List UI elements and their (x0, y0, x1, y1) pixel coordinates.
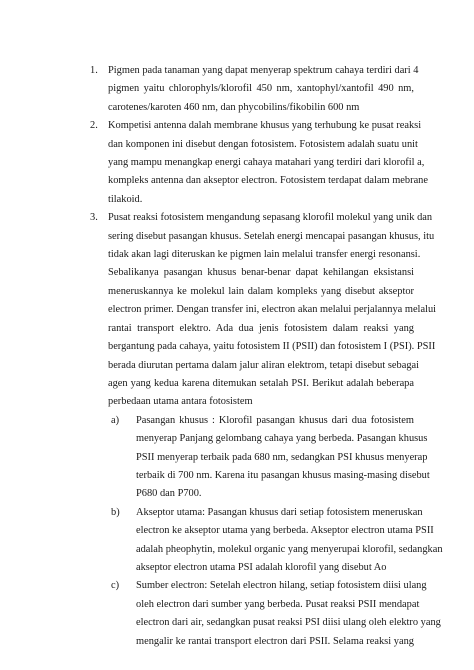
text-line: bergantung pada cahaya, yaitu fotosistem II (PSII) dan fotosistem I (PSI). PSII (108, 341, 436, 353)
text-line: dan komponen ini disebut dengan fotosistem. Fotosistem adalah suatu unit (108, 138, 418, 150)
list-marker: 3. (90, 212, 98, 224)
text-line: kompleks antenna dan akseptor electron. Fotosistem terdapat dalam mebrane (108, 175, 428, 187)
text-line: agen yang kedua karena ditemukan setalah PSI. Berikut adalah beberapa (108, 377, 414, 389)
text-line: electron dari air, sedangkan pusat reaksi PSI diisi ulang oleh elektro yang (136, 617, 441, 629)
text-line: electron primer. Dengan transfer ini, electron akan melalui perjalannya melalui (108, 304, 437, 316)
text-line: Akseptor utama: Pasangan khusus dari setiap fotosistem meneruskan (136, 506, 423, 518)
list-item-1 (84, 62, 419, 117)
sub-marker: b) (111, 506, 120, 518)
text-line: menyerap Panjang gelombang cahaya yang berbeda. Pasangan khusus (136, 433, 428, 445)
text-line: carotenes/karoten 460 nm, dan phycobilins/fikobilin 600 nm (108, 101, 360, 113)
text-line: sering disebut pasangan khusus. Setelah energi mencapai pasangan khusus, itu (108, 230, 435, 242)
text-line: oleh electron dari sumber yang berbeda. Pusat reaksi PSII mendapat (136, 598, 420, 610)
text-line: yang mampu menangkap energi cahaya matahari yang terdiri dari klorofil a, (108, 157, 425, 169)
text-line: Pasangan khusus : Klorofil pasangan khusus dari dua fotosistem (136, 414, 414, 426)
sub-item-b (108, 504, 443, 578)
sub-item-c (108, 577, 441, 651)
list-marker: 2. (90, 120, 98, 132)
list-marker: 1. (90, 65, 98, 76)
text-line: meneruskannya ke molekul lain dalam kompleks yang disebut akseptor (108, 285, 414, 297)
list-item-2 (84, 117, 428, 209)
sub-marker: c) (111, 580, 120, 592)
text-line: terbaik di 700 nm. Karena itu pasangan khusus masing-masing disebut (136, 469, 430, 481)
sub-marker: a) (111, 414, 120, 426)
text-line: mengalir ke rantai transport electron dari PSII. Selama reaksi yang (136, 635, 414, 647)
list-item-3 (84, 209, 443, 651)
text-line: berada diurutan pertama dalam jalur aliran elektrom, tetapi disebut sebagai (108, 359, 420, 371)
document-body (84, 62, 443, 651)
text-line: Pigmen pada tanaman yang dapat menyerap spektrum cahaya terdiri dari 4 (108, 65, 419, 76)
sub-item-a (108, 412, 430, 504)
paragraph (136, 504, 443, 578)
text-line: tidak akan lagi diteruskan ke pigmen lain melalui transfer energi resonansi. (108, 249, 421, 261)
paragraph (108, 117, 428, 209)
text-line: adalah pheophytin, molekul organic yang menyerupai klorofil, sedangkan (136, 543, 443, 555)
paragraph (136, 577, 441, 651)
text-line: Pusat reaksi fotosistem mengandung sepasang klorofil molekul yang unik dan (108, 212, 433, 224)
text-line: tilakoid. (108, 193, 143, 205)
text-line: rantai transport elektro. Ada dua jenis fotosistem dalam reaksi yang (108, 322, 414, 334)
paragraph (136, 412, 430, 504)
text-line: Sumber electron: Setelah electron hilang, setiap fotosistem diisi ulang (136, 580, 427, 592)
text-line: perbedaan utama antara fotosistem (108, 396, 253, 408)
text-line: P680 dan P700. (136, 488, 202, 500)
paragraph (108, 62, 419, 117)
paragraph (108, 209, 437, 411)
text-line: PSII menyerap terbaik pada 680 nm, sedangkan PSI khusus menyerap (136, 451, 428, 463)
text-line: Kompetisi antenna dalah membrane khusus yang terhubung ke pusat reaksi (108, 120, 422, 132)
text-line: Sebalikanya pasangan khusus benar-benar dapat kehilangan eksistansi (108, 267, 414, 279)
text-line: electron ke akseptor utama yang berbeda. Akseptor electron utama PSII (136, 525, 434, 537)
text-line: akseptor electron utama PSI adalah klorofil yang disebut Ao (136, 561, 387, 573)
text-line: pigmen yaitu chlorophyls/klorofil 450 nm, xantophyl/xantofil 490 nm, (108, 83, 414, 95)
